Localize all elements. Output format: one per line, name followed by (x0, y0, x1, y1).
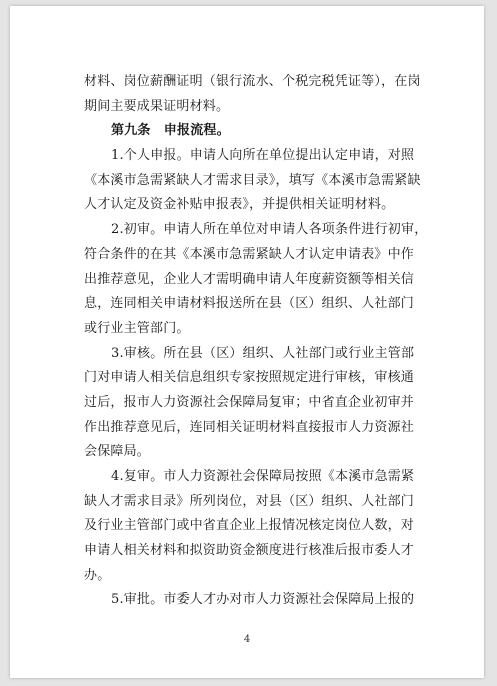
text-line: 及行业主管部门或中省直企业上报情况核定岗位人数，对 (84, 518, 415, 534)
text-line: 3.审核。所在县（区）组织、人社部门或行业主管部 (111, 345, 415, 361)
text-line: 材料、岗位薪酬证明（银行流水、个税完税凭证等），在岗 (84, 74, 421, 89)
text-line: 缺人才需求目录》所列岗位，对县（区）组织、人社部门 (84, 493, 415, 509)
text-line: 2.初审。申请人所在单位对申请人各项条件进行初审， (111, 222, 428, 238)
text-line: 人才认定及资金补贴申报表》，并提供相关证明材料。 (84, 197, 395, 213)
text-line: 过后，报市人力资源社会保障局复审；中省直企业初审并 (84, 394, 415, 410)
text-line: 作出推荐意见后，连同相关证明材料直接报市人力资源社 (84, 419, 415, 435)
text-line: 息，连同相关申请材料报送所在县（区）组织、人社部门 (84, 296, 415, 312)
text-line: 或行业主管部门。 (84, 320, 190, 336)
document-page (10, 6, 484, 678)
text-line: 门对申请人相关信息组织专家按照规定进行审核，审核通 (84, 370, 415, 386)
text-line: 4.复审。市人力资源社会保障局按照《本溪市急需紧 (111, 469, 415, 484)
text-line: 会保障局。 (84, 444, 151, 460)
article-heading: 第九条 申报流程。 (111, 123, 230, 139)
text-line: 5.审批。市委人才办对市人力资源社会保障局上报的 (111, 592, 415, 608)
text-line: 符合条件的在其《本溪市急需紧缺人才认定申请表》中作 (84, 246, 415, 262)
text-line: 申请人相关材料和拟资助资金额度进行核准后报市委人才 (84, 543, 415, 559)
text-line: 1.个人申报。申请人向所在单位提出认定申请，对照 (111, 148, 415, 164)
page-number: 4 (243, 634, 251, 645)
text-line: 《本溪市急需紧缺人才需求目录》，填写《本溪市急需紧缺 (84, 172, 421, 188)
document-body (84, 70, 434, 613)
text-line: 出推荐意见，企业人才需明确申请人年度薪资额等相关信 (84, 271, 415, 287)
text-line: 期间主要成果证明材料。 (84, 98, 230, 114)
text-line: 办。 (84, 567, 111, 583)
